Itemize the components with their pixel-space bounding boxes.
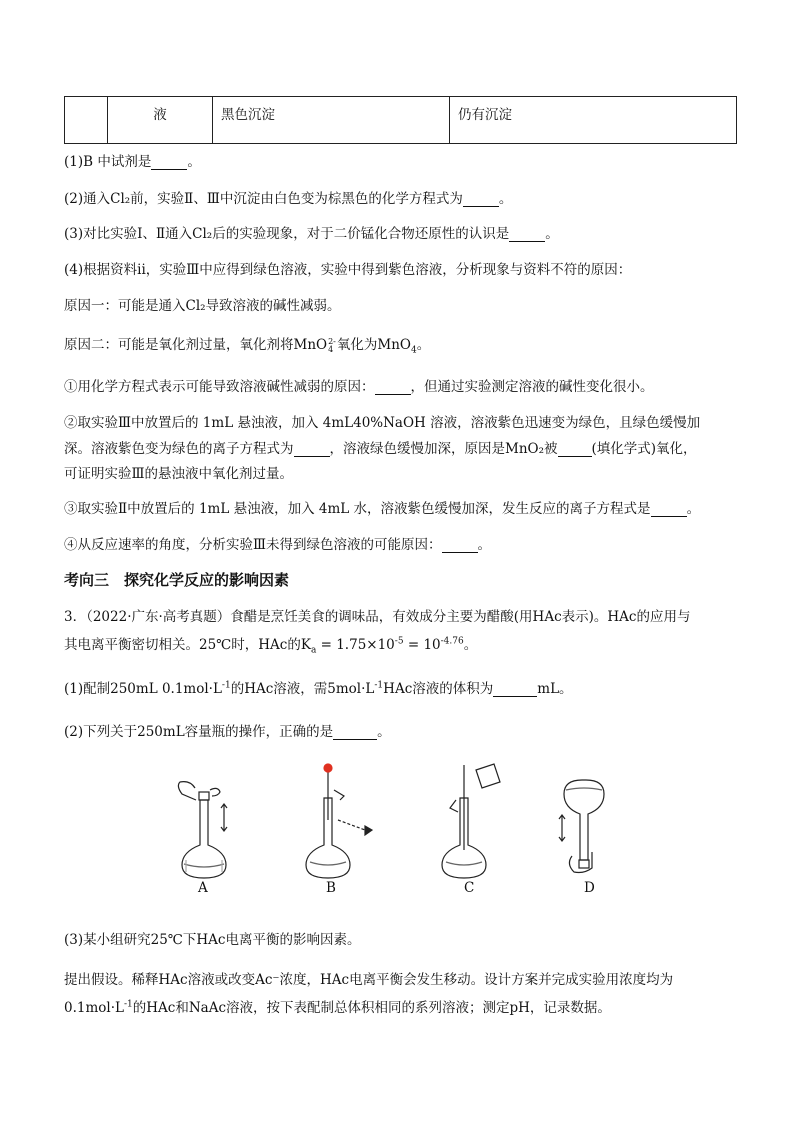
question-3: (3)对比实验Ⅰ、Ⅱ通入Cl₂后的实验现象，对于二价锰化合物还原性的认识是 。 [64,226,559,242]
sub-question-2-line-1: ②取实验Ⅲ中放置后的 1mL 悬浊液，加入 4mL40%NaOH 溶液，溶液紫色迅速变为绿色，且绿色缓慢加 [64,415,701,431]
figure-label-b: B [326,880,336,896]
problem-3-question-3: (3)某小组研究25℃下HAc电离平衡的影响因素。 [64,932,361,948]
question-1: (1)B 中试剂是 。 [64,154,201,170]
flask-operations-figure [160,760,640,900]
hypothesis-line-1: 提出假设。稀释HAc溶液或改变Ac⁻浓度，HAc电离平衡会发生移动。设计方案并完成实验用浓度均为 [64,972,674,988]
table-cell-still-precipitate: 仍有沉淀 [450,97,737,144]
answer-blank[interactable] [294,442,330,457]
question-2: (2)通入Cl₂前，实验Ⅱ、Ⅲ中沉淀由白色变为棕黑色的化学方程式为 。 [64,191,513,207]
experiment-table-fragment [64,96,737,144]
figure-label-c: C [464,880,475,896]
sub-question-2-line-2: 深。溶液紫色变为绿色的离子方程式为 ，溶液绿色缓慢加深，原因是MnO₂被 (填化学式)氧化， [64,441,697,457]
table-cell-liquid: 液 [108,97,213,144]
answer-blank[interactable] [151,155,187,170]
section-heading: 考向三 探究化学反应的影响因素 [64,571,290,589]
table-cell-black-precipitate: 黑色沉淀 [213,97,450,144]
flask-d-illustration [559,780,604,873]
answer-blank[interactable] [651,502,687,517]
answer-blank[interactable] [463,192,499,207]
table-cell-empty [65,97,108,144]
answer-blank[interactable] [442,538,478,553]
sub-question-1: ①用化学方程式表示可能导致溶液碱性减弱的原因： ，但通过实验测定溶液的碱性变化很小。 [64,379,654,395]
sub-question-2-line-3: 可证明实验Ⅲ的悬浊液中氧化剂过量。 [64,466,294,482]
answer-blank[interactable] [375,380,411,395]
answer-blank[interactable] [509,227,545,242]
reason-one: 原因一：可能是通入Cl₂导致溶液的碱性减弱。 [64,298,341,314]
flask-c-illustration [442,764,500,878]
figure-label-a: A [198,880,208,896]
answer-blank[interactable] [493,682,537,697]
answer-blank[interactable] [558,442,592,457]
hypothesis-line-2: $0.1mol\cdot L^{-1}$的HAc和NaAc溶液，按下表配制总体积相同的系列溶液；测定pH，记录数据。 [64,999,611,1016]
flask-a-illustration [178,782,227,878]
sub-question-4: ④从反应速率的角度，分析实验Ⅲ未得到绿色溶液的可能原因： 。 [64,537,492,553]
figure-label-d: D [584,880,595,896]
flask-b-illustration [306,764,372,878]
sub-question-3: ③取实验Ⅱ中放置后的 1mL 悬浊液，加入 4mL 水，溶液紫色缓慢加深，发生反应的离子方程式是 。 [64,501,701,517]
problem-3-question-2: (2)下列关于250mL容量瓶的操作，正确的是 。 [64,724,391,740]
problem-3-line-2: 其电离平衡密切相关。25℃时，HAc的$K_a = 1.75\times 10^{-5} = 10^{-4.76}$。 [64,636,478,656]
reason-two: 原因二：可能是氧化剂过量，氧化剂将MnO 2- 4 氧化为MnO$_4$。 [64,336,431,356]
problem-3-line-1: 3．（2022·广东·高考真题）食醋是烹饪美食的调味品，有效成分主要为醋酸(用HAc表示)。HAc的应用与 [64,609,691,625]
answer-blank[interactable] [333,725,377,740]
question-4: (4)根据资料ii，实验Ⅲ中应得到绿色溶液，实验中得到紫色溶液，分析现象与资料不符的原因： [64,262,632,278]
problem-3-question-1: (1)配制250mL $0.1mol\cdot L^{-1}$的HAc溶液，需$5mol\cdot L^{-1}HAc$溶液的体积为 mL。 [64,680,573,697]
